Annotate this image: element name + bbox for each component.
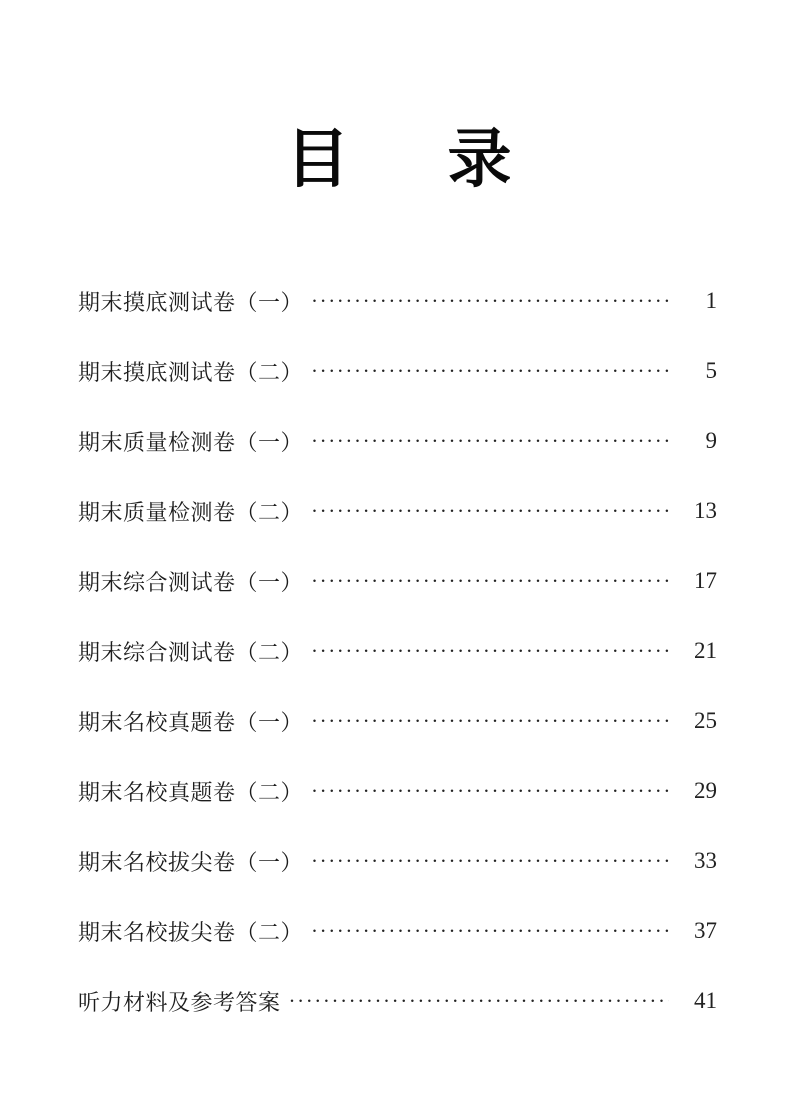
toc-entry (78, 826, 717, 896)
toc-entry (78, 896, 717, 966)
toc-entry (78, 616, 717, 686)
toc-entry-page-number: 1 (705, 288, 717, 313)
toc-leader-dots (289, 991, 669, 1012)
toc-leader-dots (311, 291, 669, 312)
toc-entry-page-number: 33 (694, 848, 717, 873)
toc-entry (78, 266, 717, 336)
toc-entry (78, 756, 717, 826)
toc-entry-label: 期末摸底测试卷（一） (78, 289, 304, 315)
toc-entry-page-number: 41 (694, 988, 717, 1013)
toc-entry-label: 期末综合测试卷（二） (78, 639, 304, 665)
toc-leader-dots (311, 921, 669, 942)
toc-entry-label: 期末质量检测卷（一） (78, 429, 304, 455)
toc-entry-page-number: 9 (705, 428, 717, 453)
page-title-char: 录 (447, 124, 512, 195)
toc-entry-page-number: 25 (694, 708, 717, 733)
toc-entry (78, 686, 717, 756)
toc-entry-label: 期末摸底测试卷（二） (78, 359, 304, 385)
toc-entry-label: 期末名校真题卷（一） (78, 709, 304, 735)
toc-entry (78, 406, 717, 476)
toc-leader-dots (311, 431, 669, 452)
toc-entry-page-number: 37 (694, 918, 717, 943)
page-title (0, 0, 797, 195)
toc-list (0, 266, 797, 1036)
toc-entry (78, 476, 717, 546)
page-title-char: 目 (285, 124, 350, 195)
toc-leader-dots (311, 711, 669, 732)
toc-entry-label: 听力材料及参考答案 (78, 989, 281, 1015)
toc-entry-label: 期末名校拔尖卷（一） (78, 849, 304, 875)
toc-leader-dots (311, 361, 669, 382)
toc-entry-page-number: 5 (705, 358, 717, 383)
toc-leader-dots (311, 641, 669, 662)
toc-entry-page-number: 29 (694, 778, 717, 803)
toc-leader-dots (311, 571, 669, 592)
toc-leader-dots (311, 501, 669, 522)
toc-entry-label: 期末名校真题卷（二） (78, 779, 304, 805)
toc-entry-label: 期末综合测试卷（一） (78, 569, 304, 595)
toc-entry-page-number: 13 (694, 498, 717, 523)
toc-entry-page-number: 17 (694, 568, 717, 593)
toc-leader-dots (311, 851, 669, 872)
toc-leader-dots (311, 781, 669, 802)
toc-entry (78, 546, 717, 616)
toc-entry-page-number: 21 (694, 638, 717, 663)
toc-entry-label: 期末名校拔尖卷（二） (78, 919, 304, 945)
toc-entry (78, 966, 717, 1036)
toc-entry (78, 336, 717, 406)
toc-entry-label: 期末质量检测卷（二） (78, 499, 304, 525)
